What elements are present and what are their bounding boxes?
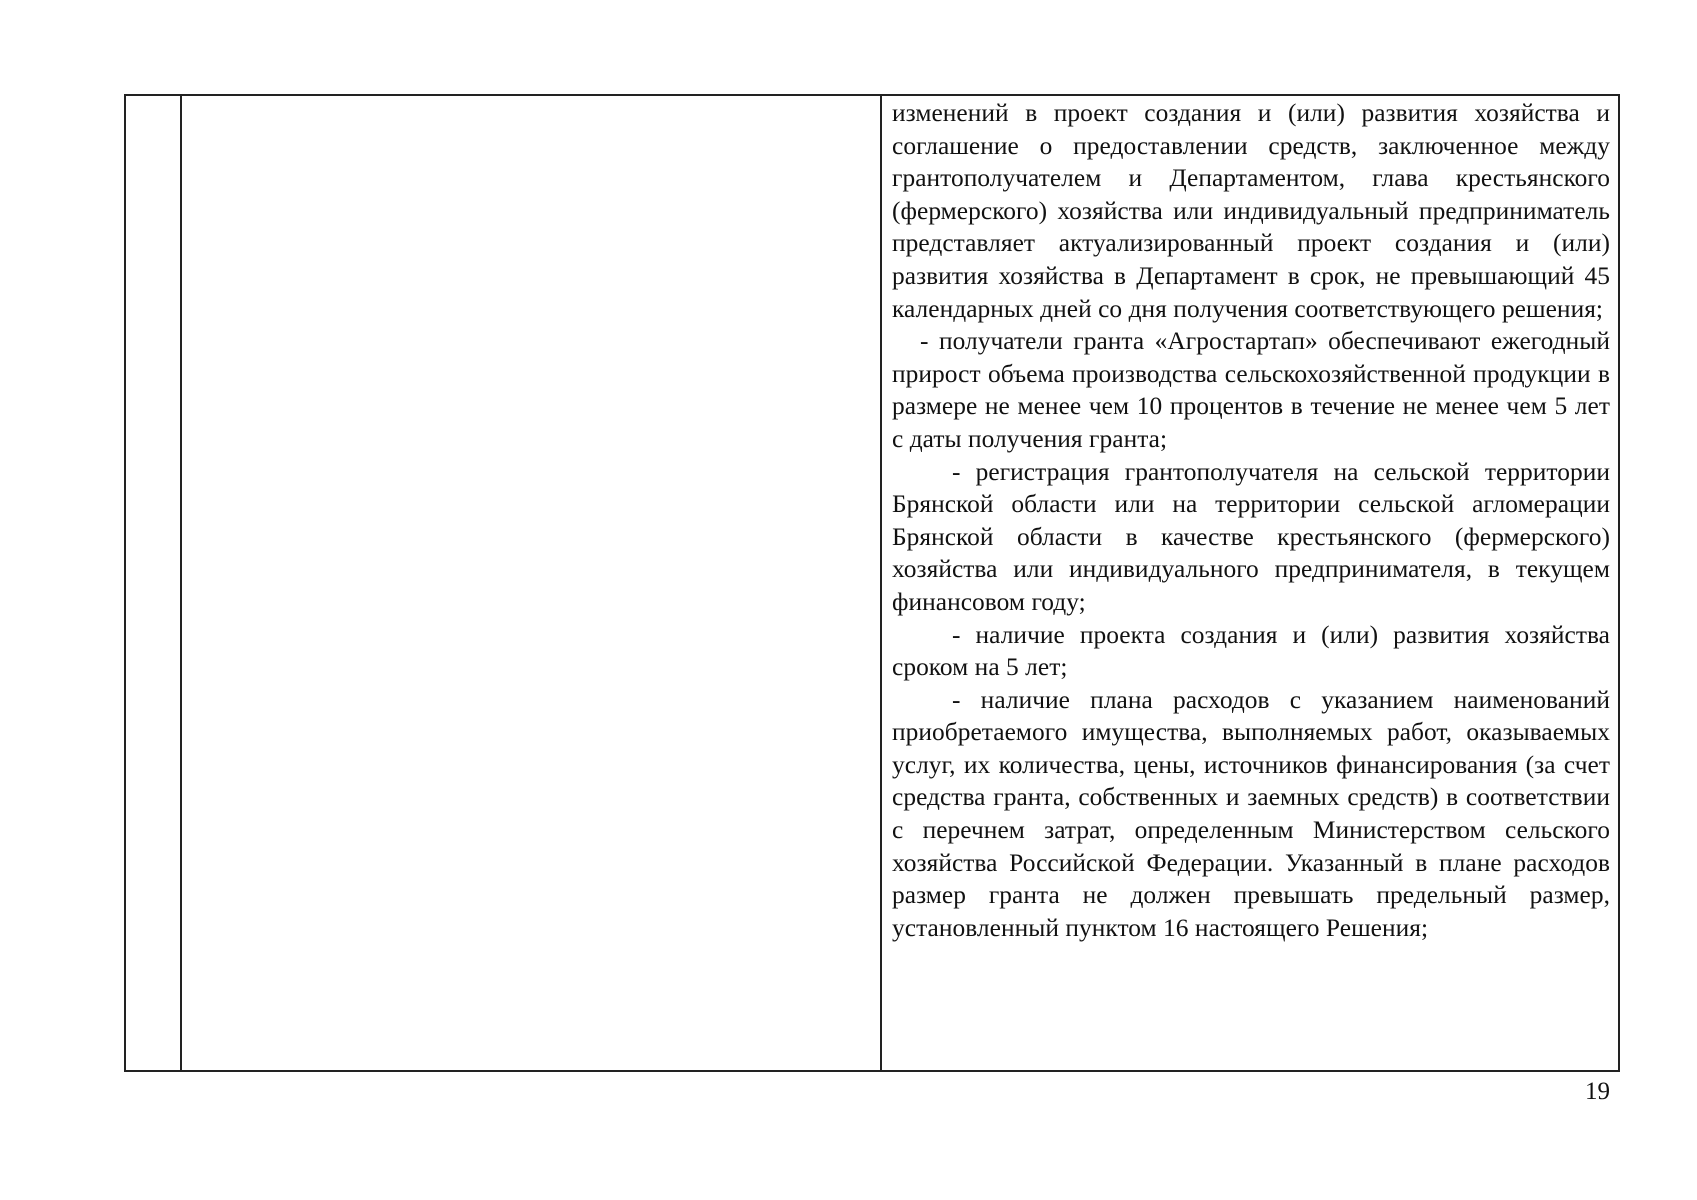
paragraph-agrostartup-growth: - получатели гранта «Агростартап» обеспечивают ежегодный прирост объема производства сельскохозяйственной продукции в размере не менее чем 10 процентов в течение не менее чем 5 лет с даты получения гранта; bbox=[892, 327, 1610, 453]
paragraph-registration: - регистрация грантополучателя на сельской территории Брянской области или на территории сельской агломерации Брянской области в качестве крестьянского (фермерского) хозяйства или индивидуального предпринимателя, в текущем финансовом году; bbox=[892, 457, 1610, 616]
table-column-divider bbox=[180, 96, 182, 1070]
paragraph-project: - наличие проекта создания и (или) развития хозяйства сроком на 5 лет; bbox=[892, 620, 1610, 682]
paragraph-expense-plan: - наличие плана расходов с указанием наименований приобретаемого имущества, выполняемых работ, оказываемых услуг, их количества, цены, источников финансирования (за счет средства гранта, собственных и заемных средств) в соответствии с перечнем затрат, определенным Министерством сельского хозяйства Российской Федерации. Указанный в плане расходов размер гранта не должен превышать предельный размер, установленный пунктом 16 настоящего Решения; bbox=[892, 685, 1610, 942]
paragraph-continuation: изменений в проект создания и (или) развития хозяйства и соглашение о предоставлении средств, заключенное между грантополучателем и Департаментом, глава крестьянского (фермерского) хозяйства или индивидуальный предприниматель представляет актуализированный проект создания и (или) развития хозяйства в Департамент в срок, не превышающий 45 календарных дней со дня получения соответствующего решения; bbox=[892, 99, 1610, 323]
table-text-cell bbox=[892, 96, 1610, 1070]
document-table bbox=[124, 94, 1620, 1072]
table-column-divider bbox=[880, 96, 882, 1070]
page-number: 19 bbox=[1585, 1078, 1610, 1105]
